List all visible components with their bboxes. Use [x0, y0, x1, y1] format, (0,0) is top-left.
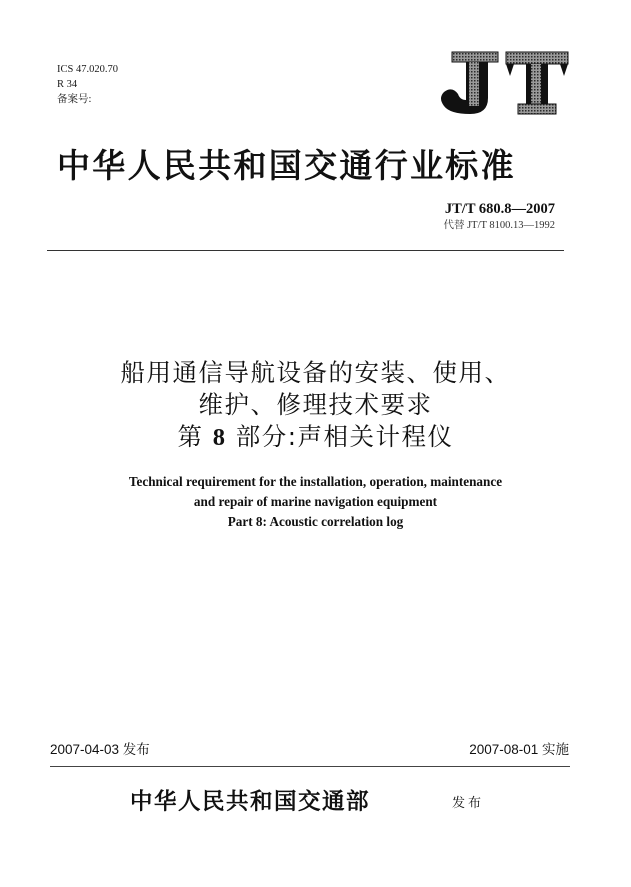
page-title: 中华人民共和国交通行业标准 — [57, 146, 516, 185]
implementation-date: 2007-08-01 实施 — [469, 742, 569, 757]
filing-number-label: 备案号: — [57, 94, 92, 105]
part-title: 部分:声相关计程仪 — [226, 422, 454, 451]
header-divider — [47, 250, 564, 251]
replaces-standard: 代替 JT/T 8100.13—1992 — [443, 220, 555, 231]
issue-date: 2007-04-03 发布 — [50, 742, 150, 757]
issue-action: 发布 — [452, 796, 485, 811]
footer-divider — [50, 766, 570, 767]
part-prefix: 第 — [177, 422, 213, 451]
standard-number: JT/T 680.8—2007 — [444, 201, 555, 217]
ics-code: ICS 47.020.70 — [57, 64, 118, 75]
ccs-code: R 34 — [57, 79, 78, 90]
issuing-authority: 中华人民共和国交通部 — [130, 789, 371, 815]
title-en-line-3: Part 8: Acoustic correlation log — [227, 514, 404, 529]
title-english — [40, 472, 591, 532]
title-cn-line-2: 维护、修理技术要求 — [198, 390, 433, 419]
standard-number-block — [443, 200, 555, 234]
title-cn-line-3 — [40, 421, 591, 454]
jt-logo-icon — [432, 50, 570, 118]
part-number: 8 — [212, 424, 227, 451]
title-cn-line-1: 船用通信导航设备的安装、使用、 — [120, 358, 511, 387]
classification-block — [57, 62, 118, 107]
title-en-line-1: Technical requirement for the installation, operation, maintenance — [128, 474, 503, 489]
title-en-line-2: and repair of marine navigation equipment — [193, 494, 438, 509]
title-chinese — [40, 357, 591, 454]
